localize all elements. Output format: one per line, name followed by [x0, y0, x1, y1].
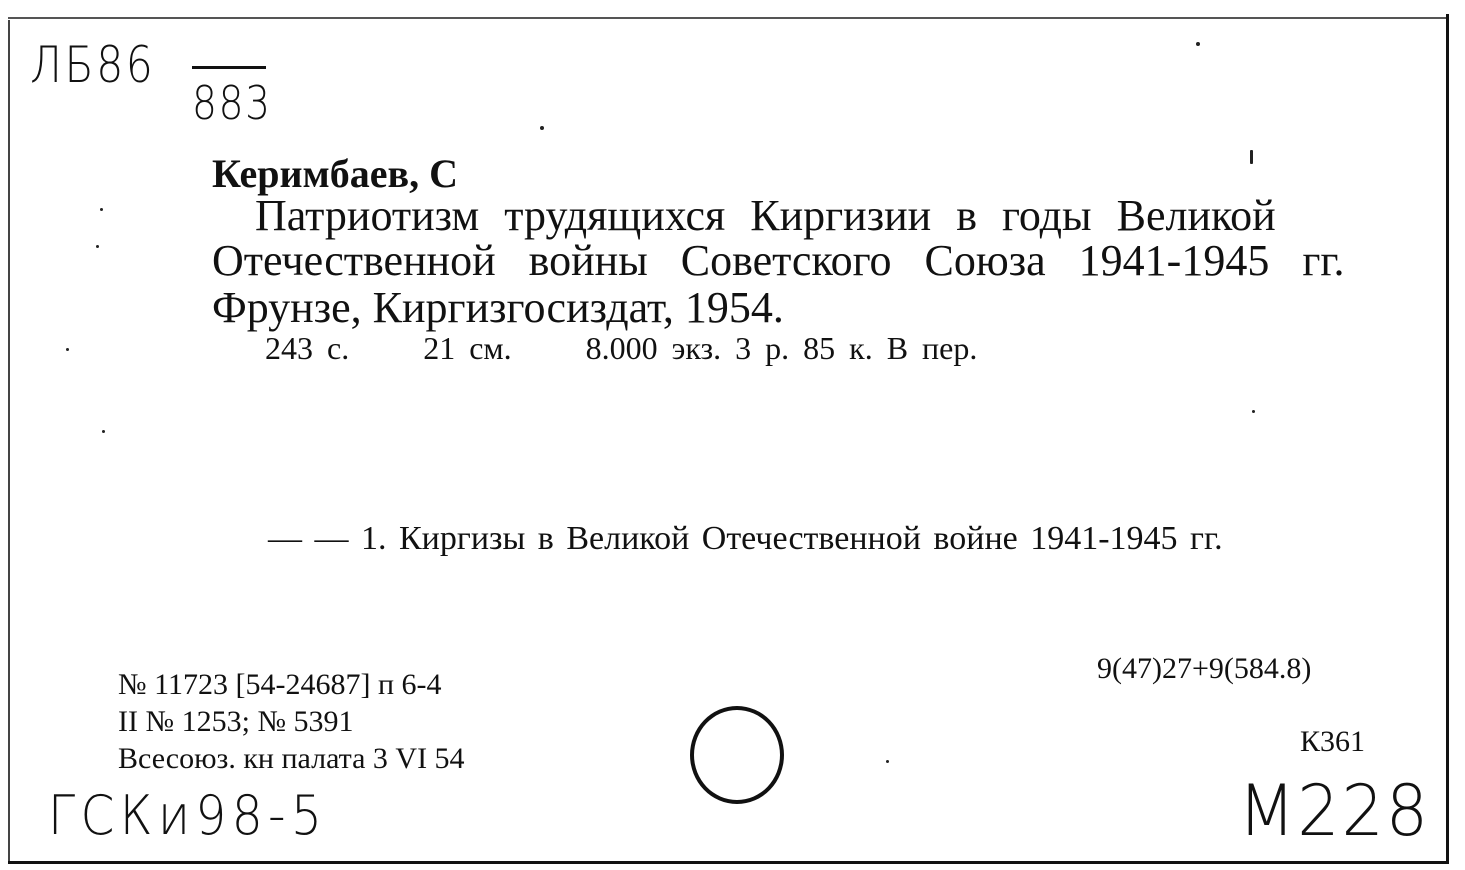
scan-speck — [540, 126, 544, 130]
scan-speck — [1252, 410, 1255, 413]
scan-speck — [886, 760, 889, 763]
shelf-mark-code: ЛБ86 — [30, 36, 156, 94]
card-border-bottom — [8, 861, 1449, 864]
handwritten-catalog-code: М228 — [1238, 770, 1430, 852]
stamp-circle — [690, 706, 784, 804]
pages-count: 243 с. — [265, 330, 350, 366]
book-size: 21 см. — [423, 330, 512, 366]
card-border-right — [1446, 14, 1449, 862]
registry-line-1: № 11723 [54-24687] п 6-4 — [118, 668, 442, 701]
handwritten-inventory-code: ГСКи98-5 — [48, 784, 328, 847]
classification-number: 9(47)27+9(584.8) — [1097, 652, 1312, 685]
shelf-mark-divider — [192, 66, 266, 69]
scan-speck — [66, 348, 69, 351]
title-line-1: Патриотизм трудящихся Киргизии в годы Великой — [255, 191, 1276, 240]
card-border-left — [8, 20, 10, 863]
shelf-mark-number: 883 — [192, 76, 272, 130]
copies-and-price: 8.000 экз. 3 р. 85 к. В пер. — [585, 330, 978, 366]
scan-speck — [102, 430, 105, 433]
registry-line-3: Всесоюз. кн палата 3 VI 54 — [118, 742, 465, 775]
scan-speck — [1250, 150, 1253, 164]
scan-speck — [96, 245, 99, 248]
card-border-top — [8, 17, 1448, 19]
author-heading: Керимбаев, С — [212, 151, 459, 196]
registry-line-2: II № 1253; № 5391 — [118, 705, 354, 738]
cutter-number: К361 — [1300, 725, 1366, 758]
collation-line — [265, 330, 977, 367]
title-line-2: Отечественной войны Советского Союза 1941-1945 гг. — [212, 236, 1345, 285]
scan-speck — [100, 208, 103, 211]
scan-speck — [1196, 42, 1200, 46]
subject-heading: — — 1. Киргизы в Великой Отечественной войне 1941-1945 гг. — [268, 520, 1223, 557]
imprint-line: Фрунзе, Киргизгосиздат, 1954. — [212, 283, 784, 332]
